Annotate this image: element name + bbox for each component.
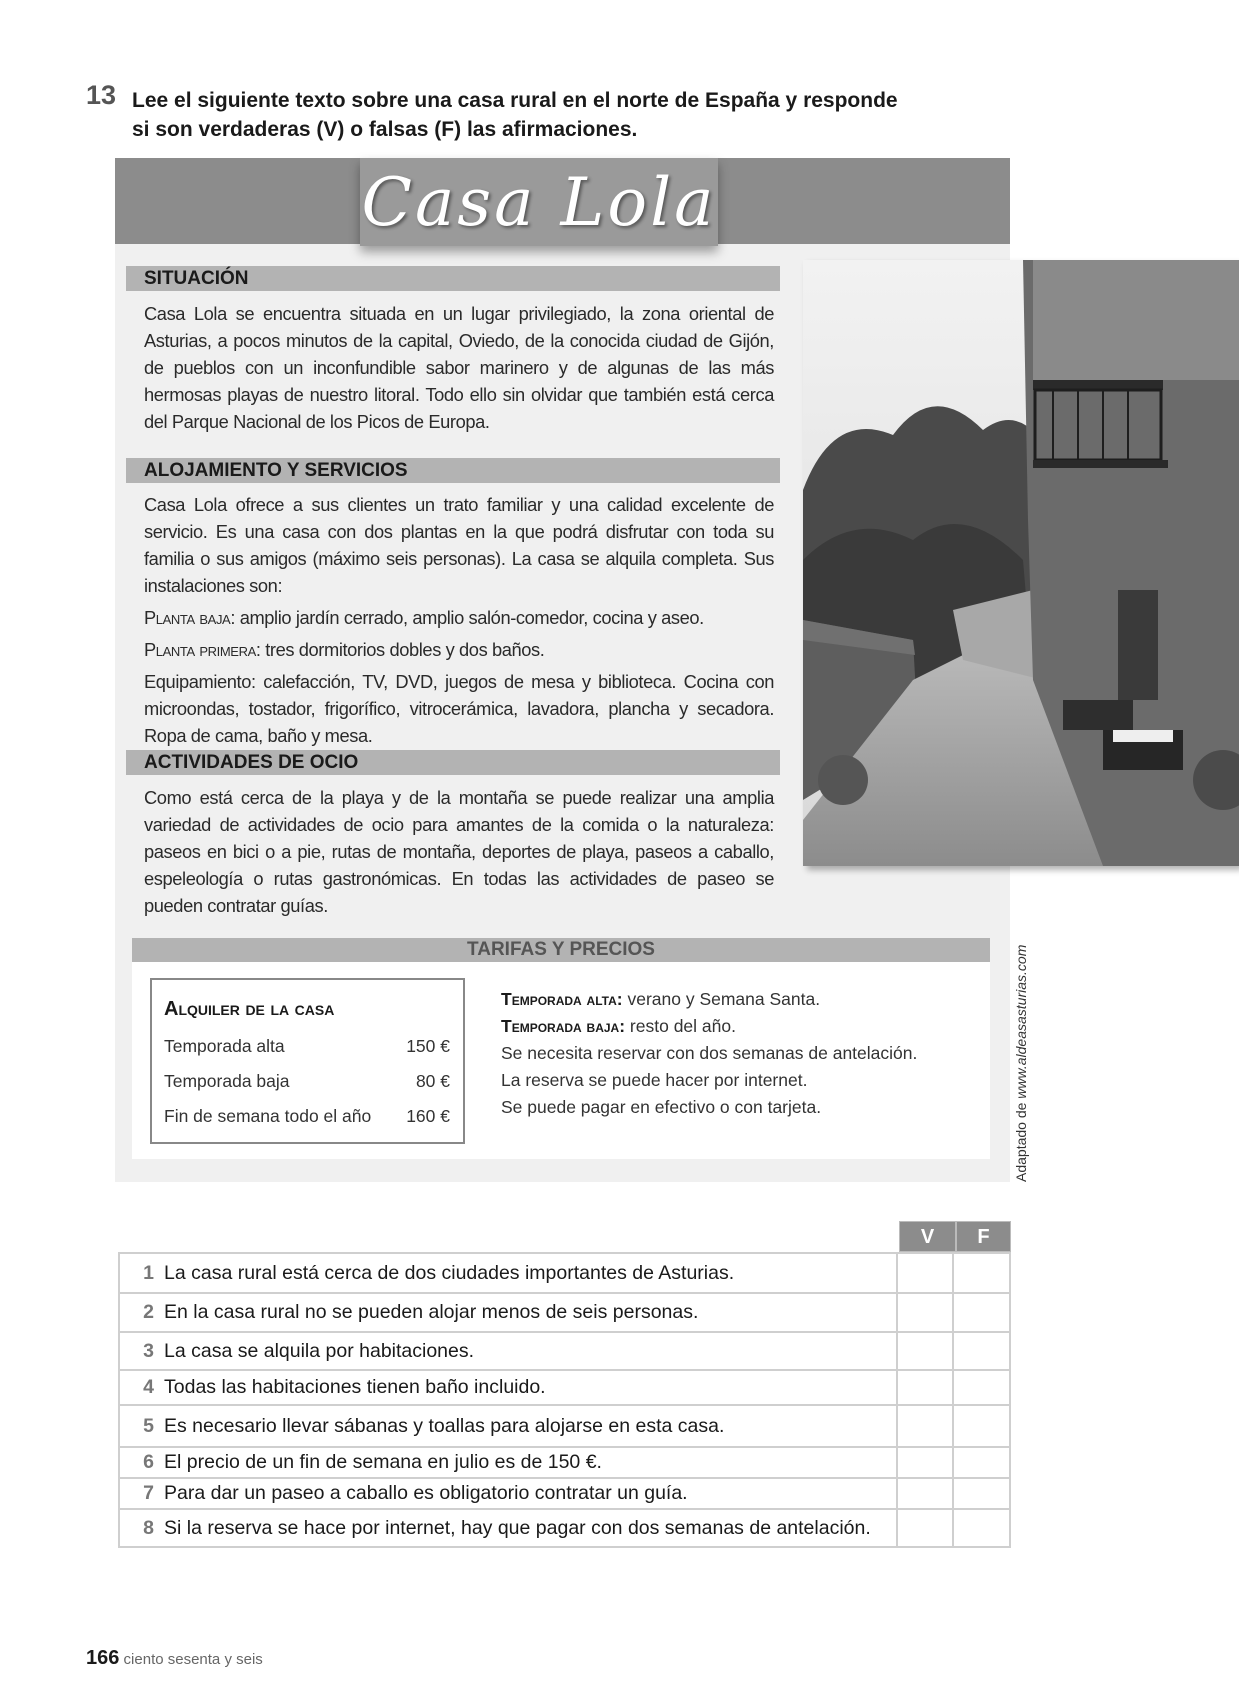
question-cell (119, 1370, 897, 1405)
planta-baja-text: amplio jardín cerrado, amplio salón-comedor, cocina y aseo. (235, 607, 704, 628)
alquiler-title: Alquiler de la casa (164, 998, 335, 1020)
question-cell (119, 1447, 897, 1478)
answer-v-cell[interactable] (897, 1405, 954, 1447)
note: La reserva se puede hacer por internet. (501, 1070, 808, 1090)
page-number: 166 (86, 1647, 120, 1669)
question-row (119, 1405, 1010, 1447)
question-row (119, 1253, 1010, 1293)
question-number: 5 (143, 1414, 154, 1437)
question-number: 4 (143, 1376, 154, 1398)
question-text: El precio de un fin de semana en julio es de 150 €. (164, 1451, 602, 1473)
alojamiento-heading: ALOJAMIENTO Y SERVICIOS (126, 458, 780, 483)
rate-label: Temporada alta (164, 1036, 285, 1056)
question-text: La casa se alquila por habitaciones. (164, 1339, 475, 1362)
question-row (119, 1478, 1010, 1509)
question-number: 3 (143, 1339, 154, 1362)
rate-row (164, 1106, 450, 1127)
answer-v-cell[interactable] (897, 1447, 954, 1478)
question-row (119, 1332, 1010, 1370)
situacion-text (144, 300, 774, 440)
page-footer (86, 1647, 263, 1670)
instruction-line-2: si son verdaderas (V) o falsas (F) las afirmaciones. (132, 118, 638, 141)
temporada-alta-label: Temporada alta: (501, 989, 623, 1009)
page-title: Casa Lola (361, 164, 717, 241)
question-number: 6 (143, 1451, 154, 1473)
answer-f-cell[interactable] (953, 1332, 1010, 1370)
answer-f-cell[interactable] (953, 1253, 1010, 1293)
note: Se puede pagar en efectivo o con tarjeta. (501, 1097, 822, 1117)
planta-primera (144, 636, 774, 663)
answer-f-cell[interactable] (953, 1405, 1010, 1447)
ocio-heading: ACTIVIDADES DE OCIO (126, 750, 780, 775)
answer-f-cell[interactable] (953, 1478, 1010, 1509)
question-cell (119, 1405, 897, 1447)
alojamiento-text (144, 491, 774, 754)
situacion-heading: SITUACIÓN (126, 266, 780, 291)
question-number: 1 (143, 1261, 154, 1284)
credit-prefix: Adaptado de (1013, 1098, 1029, 1182)
question-text: En la casa rural no se pueden alojar menos de seis personas. (164, 1301, 699, 1323)
question-row (119, 1509, 1010, 1547)
rate-price: 160 € (406, 1106, 450, 1126)
question-cell (119, 1509, 897, 1547)
answer-v-cell[interactable] (897, 1253, 954, 1293)
true-column-header: V (899, 1221, 956, 1252)
tarifas-info (501, 986, 981, 1121)
answer-v-cell[interactable] (897, 1509, 954, 1547)
exercise-instructions (132, 86, 932, 144)
village-street-photo (803, 260, 1239, 866)
question-cell (119, 1478, 897, 1509)
alojamiento-intro: Casa Lola ofrece a sus clientes un trato familiar y una calidad excelente de servicio. Es una casa con dos plantas en la que podrá disfrutar con toda su familia o sus amigos (máximo seis personas). La casa se alquila completa. Sus instalaciones son: (144, 494, 774, 596)
question-text: La casa rural está cerca de dos ciudades importantes de Asturias. (164, 1261, 735, 1284)
rate-label: Temporada baja (164, 1071, 290, 1091)
answer-v-cell[interactable] (897, 1478, 954, 1509)
temporada-baja (501, 1013, 981, 1040)
answer-f-cell[interactable] (953, 1293, 1010, 1332)
rate-row (164, 1071, 450, 1092)
ocio-paragraph: Como está cerca de la playa y de la montaña se puede realizar una amplia variedad de actividades de ocio para amantes de la comida o la naturaleza: paseos en bici o a pie, rutas de montaña, deportes de playa, paseos a caballo, espeleología o rutas gastronómicas. En todas las actividades de paseo se pueden contratar guías. (144, 787, 774, 916)
credit-site: www.aldeasasturias.com (1013, 944, 1029, 1099)
question-cell (119, 1293, 897, 1332)
answer-v-cell[interactable] (897, 1332, 954, 1370)
ocio-text (144, 784, 774, 924)
equipamiento: Equipamiento: calefacción, TV, DVD, juegos de mesa y biblioteca. Cocina con microondas, tostador, frigorífico, vitrocerámica, lavadora, plancha y secadora. Ropa de cama, baño y mesa. (144, 671, 774, 746)
answer-v-cell[interactable] (897, 1370, 954, 1405)
exercise-number: 13 (86, 80, 117, 110)
question-row (119, 1447, 1010, 1478)
instruction-line-1: Lee el siguiente texto sobre una casa rural en el norte de España y responde (132, 89, 898, 112)
note: Se necesita reservar con dos semanas de antelación. (501, 1043, 918, 1063)
rate-price: 150 € (406, 1036, 450, 1056)
planta-baja-label: Planta baja: (144, 607, 236, 628)
page-number-words: ciento sesenta y seis (123, 1651, 263, 1668)
planta-primera-text: tres dormitorios dobles y dos baños. (260, 639, 545, 660)
question-text: Es necesario llevar sábanas y toallas para alojarse en esta casa. (164, 1414, 725, 1437)
question-cell (119, 1332, 897, 1370)
question-text: Para dar un paseo a caballo es obligatorio contratar un guía. (164, 1482, 688, 1504)
answer-v-cell[interactable] (897, 1293, 954, 1332)
questions-table (118, 1252, 1011, 1548)
temporada-baja-label: Temporada baja: (501, 1016, 626, 1036)
question-text: Todas las habitaciones tienen baño incluido. (164, 1376, 546, 1398)
rate-price: 80 € (415, 1071, 450, 1091)
answer-f-cell[interactable] (953, 1509, 1010, 1547)
photo-illustration (803, 260, 1239, 866)
question-cell (119, 1253, 897, 1293)
planta-baja (144, 604, 774, 631)
question-number: 7 (143, 1482, 154, 1504)
tarifas-heading: TARIFAS Y PRECIOS (132, 938, 990, 962)
temporada-baja-text: resto del año. (625, 1016, 736, 1036)
temporada-alta-text: verano y Semana Santa. (622, 989, 821, 1009)
false-column-header: F (956, 1221, 1011, 1252)
question-row (119, 1293, 1010, 1332)
planta-primera-label: Planta primera: (144, 639, 261, 660)
answer-f-cell[interactable] (953, 1370, 1010, 1405)
question-row (119, 1370, 1010, 1405)
rate-row (164, 1036, 450, 1057)
question-number: 8 (143, 1516, 154, 1539)
rate-label: Fin de semana todo el año (164, 1106, 372, 1126)
question-text: Si la reserva se hace por internet, hay que pagar con dos semanas de antelación. (164, 1516, 871, 1539)
temporada-alta (501, 986, 981, 1013)
answer-f-cell[interactable] (953, 1447, 1010, 1478)
question-number: 2 (143, 1301, 154, 1323)
source-credit (1013, 945, 1029, 1182)
situacion-paragraph: Casa Lola se encuentra situada en un lugar privilegiado, la zona oriental de Asturias, a pocos minutos de la capital, Oviedo, de la conocida ciudad de Gijón, de pueblos con un inconfundible sabor marinero y de algunas de las más hermosas playas de nuestro litoral. Todo ello sin olvidar que también está cerca del Parque Nacional de los Picos de Europa. (144, 303, 774, 432)
